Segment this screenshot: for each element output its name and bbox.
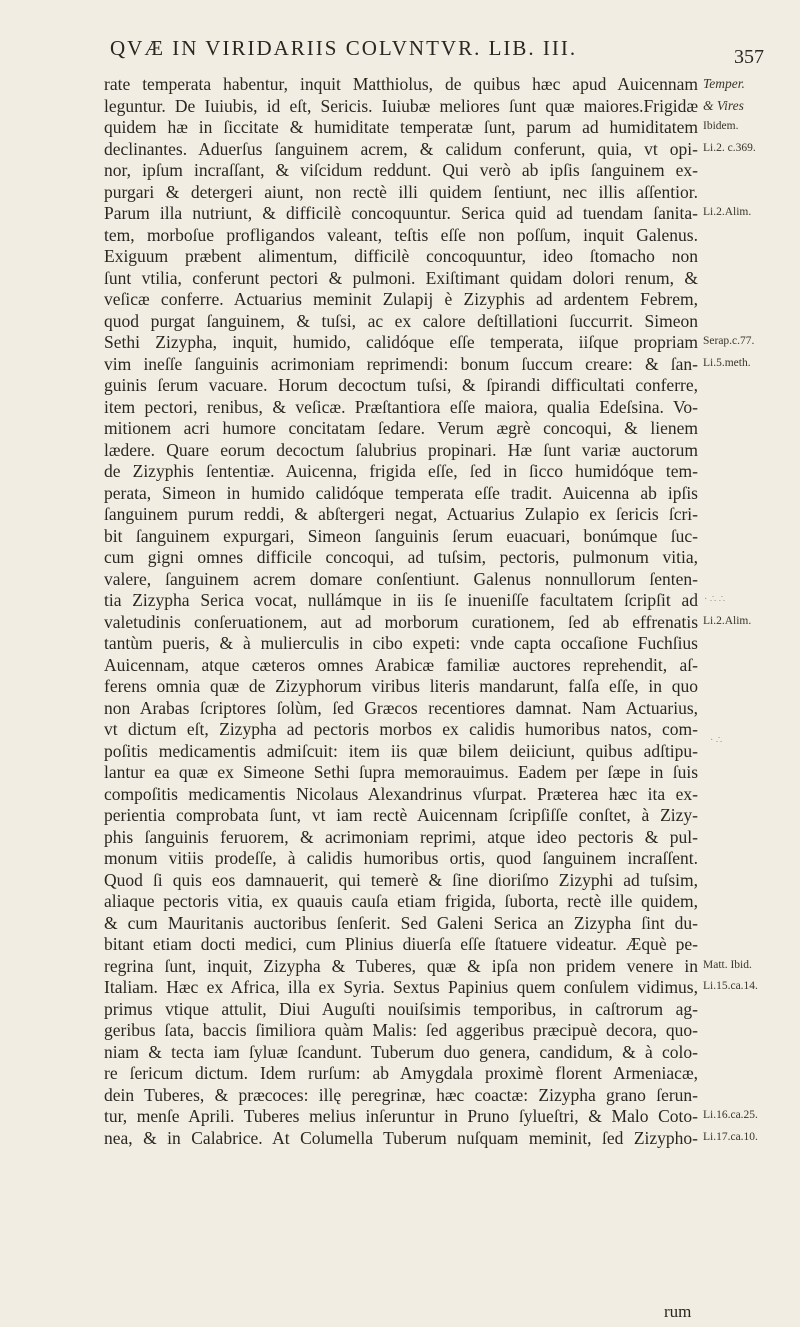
text-line: dein Tuberes, & præcoces: illę peregrinæ, hæc coactæ: Zizypha grano ſerun- — [104, 1084, 698, 1105]
text-line: mitionem acri humore concitatam ſedare. Verum ægrè concoqui, & lienem — [104, 418, 698, 438]
text-line: compoſitis medicamentis Nicolaus Alexandrinus vſurpat. Præterea hæc ita ex- — [104, 783, 698, 804]
text-line: quod purgat ſanguinem, & tuſsi, ac ex calore deſtillationi ſuccurrit. Simeon — [104, 310, 698, 331]
show-through-mark: · ∴ ∴ — [704, 594, 726, 605]
text-line: bitant etiam docti medici, cum Plinius diuerſa eſſe ſtatuere videatur. Æquè pe- — [104, 934, 698, 954]
margin-note-temper: Temper. — [703, 76, 745, 91]
text-line: valetudinis conſeruationem, aut ad morborum curationem, ſed ab effrenatis — [104, 611, 698, 632]
main-text-block — [104, 74, 698, 1149]
margin-note-li15: Li.15.ca.14. — [703, 980, 758, 992]
text-line: tur, menſe Aprili. Tuberes melius inſeruntur in Pruno ſylueſtri, & Malo Coto- — [104, 1106, 698, 1126]
margin-note-vires: & Vires — [703, 97, 744, 113]
text-line: monum vitiis prodeſſe, à calidis humoribus ortis, quod ſanguinem incraſſent. — [104, 848, 698, 868]
text-line: perientia comprobata ſunt, vt iam rectè Auicennam ſcripſiſſe conſtet, à Zizy- — [104, 805, 698, 825]
text-line: ſunt vtilia, conferunt pectori & pulmoni. Exiſtimant quidam dolori renum, & — [104, 267, 698, 288]
text-line: Auicennam, atque cæteros omnes Arabicæ familiæ auctores reprehendit, aſ- — [104, 654, 698, 675]
text-line: primus vtique attulit, Diui Auguſti nouiſsimis temporibus, in caſtrorum ag- — [104, 998, 698, 1019]
text-line: leguntur. De Iuiubis, id eſt, Sericis. Iuiubæ meliores ſunt quæ maiores.Frigidæ — [104, 95, 698, 116]
margin-note-li2alim: Li.2.Alim. — [703, 206, 752, 218]
text-line: ferens omnia quæ de Zizyphorum viribus literis mandarunt, falſa eſſe, in quo — [104, 676, 698, 696]
text-line: tantùm pueris, & à mulierculis in cibo expeti: vnde capta occaſione Fuchſius — [104, 633, 698, 653]
text-line: guinis ſerum vacuare. Horum decoctum tuſsi, & ſpirandi difficultati conferre, — [104, 375, 698, 395]
margin-note-li2c369: Li.2. c.369. — [703, 141, 756, 154]
margin-note-li5meth: Li.5.meth. — [703, 356, 751, 369]
margin-note-ibidem: Ibidem. — [703, 120, 739, 132]
text-line: de Zizyphis ſententiæ. Auicenna, frigida eſſe, ſed in ſicco humidóque tem- — [104, 461, 698, 481]
text-line: quidem hæ in ſiccitate & humiditate temperatæ ſunt, parum ad humiditatem — [104, 117, 698, 137]
text-line: phis ſanguinis feruorem, & acrimoniam reprimi, atque ideo pectoris & pul- — [104, 826, 698, 847]
text-line: cum gigni omnes difficile concoqui, ad tuſsim, pectoris, pulmonum vitia, — [104, 547, 698, 567]
text-line: tia Zizypha Serica vocat, nullámque in iis ſe inueniſſe facultatem ſcripſit ad — [104, 590, 698, 610]
text-line: poſitis medicamentis admiſcuit: item iis quæ bilem deiiciunt, quibus adſtipu- — [104, 740, 698, 761]
margin-note-matt: Matt. Ibid. — [703, 958, 752, 971]
margin-note-li2alim2: Li.2.Alim. — [703, 614, 752, 627]
text-line: Exiguum præbent alimentum, difficilè concoquuntur, ideo ſtomacho non — [104, 246, 698, 266]
text-line: valere, ſanguinem acrem domare conſentiunt. Galenus nonnullorum ſenten- — [104, 568, 698, 589]
text-line: Quod ſi quis eos damnauerit, qui temerè & ſine dioriſmo Zizyphi ad tuſsim, — [104, 869, 698, 890]
text-line: lantur ea quæ ex Simeone Sethi ſupra memorauimus. Eadem per ſæpe in ſuis — [104, 762, 698, 782]
text-line: geribus ſata, baccis ſimiliora quàm Malis: ſed aggeribus præcipuè decora, quo- — [104, 1020, 698, 1040]
catchword: rum — [664, 1302, 692, 1321]
text-line: vt dictum eſt, Zizypha ad pectoris morbos ex calidis humoribus natos, com- — [104, 719, 698, 739]
text-line: declinantes. Aduerſus ſanguinem acrem, & calidum conferunt, quia, vt opi- — [104, 138, 698, 159]
text-line: tem, morboſue profligandos valeant, teſtis eſſe non poſſum, inquit Galenus. — [104, 224, 698, 245]
margin-note-li17: Li.17.ca.10. — [703, 1130, 758, 1143]
text-line: Parum illa nutriunt, & difficilè concoquuntur. Serica quid ad tuendam ſanita- — [104, 203, 698, 223]
text-line: re ſericum dictum. Idem rurſum: ab Amygdala proximè florent Armeniacæ, — [104, 1063, 698, 1083]
text-line: Sethi Zizypha, inquit, humido, calidóque eſſe temperata, iiſque propriam — [104, 332, 698, 352]
margin-note-serap: Serap.c.77. — [703, 335, 755, 347]
text-line: ſanguinem purum reddi, & abſtergeri negat, Actuarius Zulapio ex ſericis ſcri- — [104, 504, 698, 524]
text-line: perata, Simeon in humido calidóque temperata eſſe tradit. Auicenna ab ipſis — [104, 482, 698, 503]
text-line: niam & tecta iam ſyluæ ſcandunt. Tuberum duo genera, candidum, & à colo- — [104, 1041, 698, 1062]
show-through-mark: · ∴ — [710, 735, 723, 746]
text-line: veſicæ conferre. Actuarius meminit Zulapij è Zizyphis ad ardentem Febrem, — [104, 289, 698, 309]
text-line: purgari & detergeri aiunt, non rectè illi quidem ſentiunt, nec illis aſſentior. — [104, 181, 698, 202]
text-line: nea, & in Calabrice. At Columella Tuberum nuſquam meminit, ſed Zizypho- — [104, 1127, 698, 1148]
running-head: QVÆ IN VIRIDARIIS COLVNTVR. LIB. III. — [110, 36, 578, 60]
text-line: item pectori, renibus, & veſicæ. Præſtantiora eſſe maiora, qualia Edeſsina. Vo- — [104, 396, 698, 417]
text-line: & cum Mauritanis auctoribus ſenſerit. Sed Galeni Serica an Zizypha ſint du- — [104, 912, 698, 933]
text-line: rate temperata habentur, inquit Matthiolus, de quibus hæc apud Auicennam — [104, 74, 698, 94]
margin-note-li16: Li.16.ca.25. — [703, 1109, 758, 1121]
text-line: bit ſanguinem expurgari, Simeon ſanguinis ſerum euacuari, bonúmque ſuc- — [104, 525, 698, 546]
text-line: Italiam. Hæc ex Africa, illa ex Syria. Sextus Papinius quem conſulem vidimus, — [104, 977, 698, 997]
text-line: lædere. Quare eorum decoctum ſalubrius propinari. Hæ ſunt variæ auctorum — [104, 439, 698, 460]
page-number: 357 — [734, 46, 764, 68]
text-line: vim ineſſe ſanguinis acrimoniam reprimendi: bonum ſuccum creare: & ſan- — [104, 353, 698, 374]
text-line: aliaque pectoris vitia, ex quauis cauſa etiam frigida, ſuborta, rectè ille quidem, — [104, 891, 698, 911]
text-line: non Arabas ſcriptores ſolùm, ſed Græcos recentiores damnat. Nam Actuarius, — [104, 697, 698, 718]
text-line: nor, ipſum incraſſant, & viſcidum reddunt. Qui verò ab ipſis ſanguinem ex- — [104, 160, 698, 180]
text-line: regrina ſunt, inquit, Zizypha & Tuberes, quæ & ipſa non pridem venere in — [104, 955, 698, 976]
